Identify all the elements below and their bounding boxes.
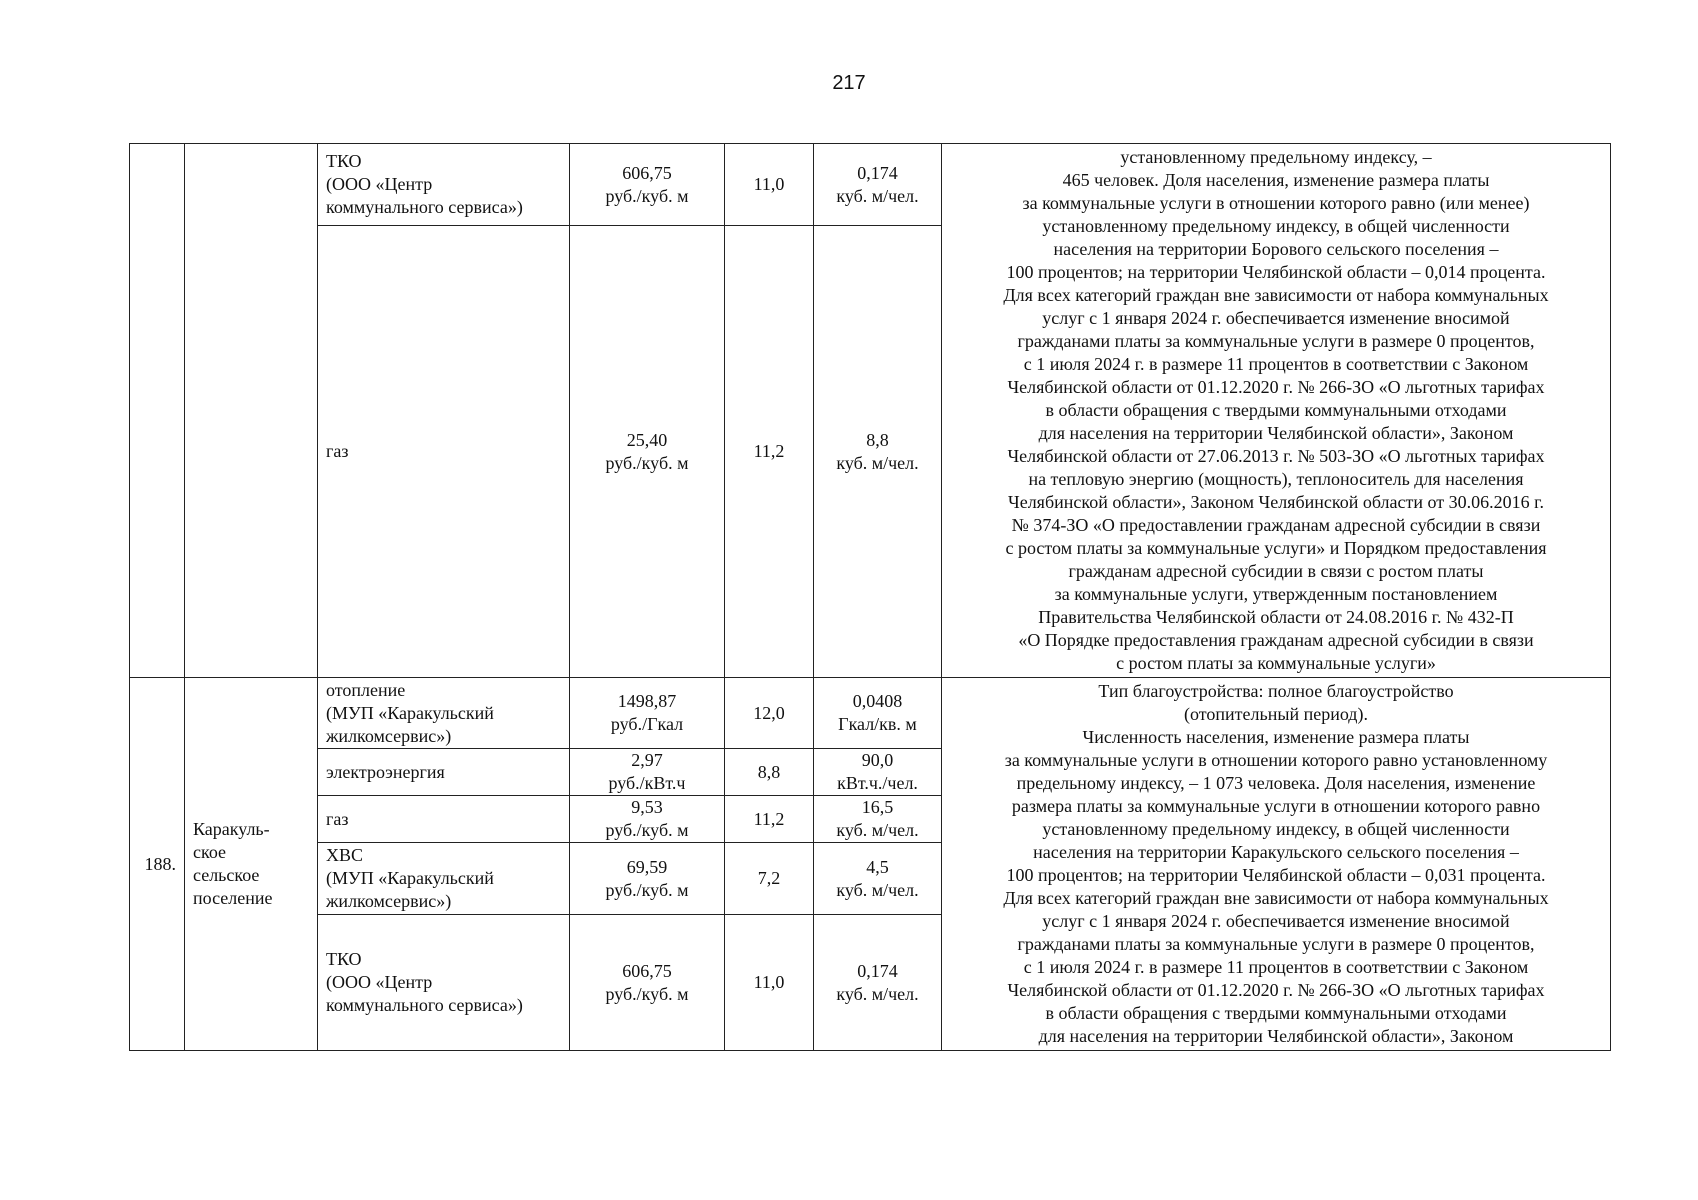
row-number: 188. bbox=[144, 853, 176, 874]
note-cell bbox=[942, 678, 1611, 1051]
norm-value: 4,5 куб. м/чел. bbox=[836, 856, 919, 900]
norm-cell bbox=[814, 226, 942, 678]
tariff-cell bbox=[570, 678, 725, 749]
norm-value: 0,174 куб. м/чел. bbox=[836, 162, 919, 206]
index-cell bbox=[725, 144, 814, 226]
service-name: газ bbox=[326, 808, 349, 829]
tariff-cell bbox=[570, 843, 725, 915]
service-cell bbox=[318, 226, 570, 678]
service-name: электроэнергия bbox=[326, 761, 445, 782]
settlement-name: Каракуль- ское сельское поселение bbox=[193, 819, 273, 908]
row-number-cell bbox=[130, 144, 185, 678]
tariff-value: 2,97 руб./кВт.ч bbox=[608, 750, 686, 793]
index-value: 11,2 bbox=[753, 808, 785, 829]
service-cell bbox=[318, 749, 570, 796]
service-name: газ bbox=[326, 441, 349, 461]
index-cell bbox=[725, 796, 814, 843]
service-cell bbox=[318, 843, 570, 915]
norm-cell bbox=[814, 144, 942, 226]
tariff-cell bbox=[570, 796, 725, 843]
index-value: 12,0 bbox=[753, 702, 785, 723]
index-value: 7,2 bbox=[757, 868, 781, 888]
service-name: отопление (МУП «Каракульский жилкомсервис») bbox=[326, 679, 494, 746]
note-cell bbox=[942, 144, 1611, 678]
settlement-cell bbox=[185, 678, 318, 1051]
settlement-cell bbox=[185, 144, 318, 678]
table-row bbox=[130, 144, 1611, 226]
tariff-value: 1498,87 руб./Гкал bbox=[610, 691, 684, 734]
table-row bbox=[130, 678, 1611, 749]
tariff-cell bbox=[570, 226, 725, 678]
service-name: ТКО (ООО «Центр коммунального сервиса») bbox=[326, 151, 523, 217]
norm-value: 0,0408 Гкал/кв. м bbox=[838, 691, 917, 734]
norm-cell bbox=[814, 796, 942, 843]
service-cell bbox=[318, 915, 570, 1051]
norm-cell bbox=[814, 749, 942, 796]
row-number-cell bbox=[130, 678, 185, 1051]
index-cell bbox=[725, 843, 814, 915]
service-name: ТКО (ООО «Центр коммунального сервиса») bbox=[326, 949, 523, 1015]
norm-cell bbox=[814, 843, 942, 915]
tariff-cell bbox=[570, 749, 725, 796]
tariff-table bbox=[129, 143, 1611, 1051]
norm-cell bbox=[814, 678, 942, 749]
service-cell bbox=[318, 144, 570, 226]
tariff-cell bbox=[570, 144, 725, 226]
tariff-value: 606,75 руб./куб. м bbox=[605, 960, 689, 1004]
index-value: 11,0 bbox=[753, 174, 785, 194]
index-cell bbox=[725, 226, 814, 678]
norm-value: 90,0 кВт.ч./чел. bbox=[837, 750, 918, 793]
tariff-value: 25,40 руб./куб. м bbox=[605, 429, 689, 473]
service-cell bbox=[318, 796, 570, 843]
norm-cell bbox=[814, 915, 942, 1051]
service-name: ХВС (МУП «Каракульский жилкомсервис») bbox=[326, 845, 494, 911]
index-value: 8,8 bbox=[757, 761, 781, 782]
index-value: 11,2 bbox=[753, 441, 785, 461]
tariff-value: 69,59 руб./куб. м bbox=[605, 856, 689, 900]
index-cell bbox=[725, 915, 814, 1051]
norm-value: 0,174 куб. м/чел. bbox=[836, 960, 919, 1004]
tariff-value: 9,53 руб./куб. м bbox=[605, 797, 689, 840]
note-text: установленному предельному индексу, – 465 человек. Доля населения, изменение размера платы за коммунальные услуги в отношении которого равно (или менее) установленному предельному индексу, в общей численности населения на территории Борового сельского поселения – 100 процентов; на территории Челябинской области – 0,014 процента. Для всех категорий граждан вне зависимости от набора коммунальных услуг с 1 января 2024 г. обеспечивается изменение вносимой гражданами платы за коммунальные услуги в размере 0 процентов, с 1 июля 2024 г. в размере 11 процентов в соответствии с Законом Челябинской области от 01.12.2020 г. № 266-ЗО «О льготных тарифах в области обращения с твердыми коммунальными отходами для населения на территории Челябинской области», Законом Челябинской области от 27.06.2013 г. № 503-ЗО «О льготных тарифах на тепловую энергию (мощность), теплоноситель для населения Челябинской области», Законом Челябинской области от 30.06.2016 г. № 374-ЗО «О предоставлении гражданам адресной субсидии в связи с ростом платы за коммунальные услуги» и Порядком предоставления гражданам адресной субсидии в связи с ростом платы за коммунальные услуги, утвержденным постановлением Правительства Челябинской области от 24.08.2016 г. № 432-П «О Порядке предоставления гражданам адресной субсидии в связи с ростом платы за коммунальные услуги» bbox=[1003, 147, 1549, 673]
page-number: 217 bbox=[832, 72, 866, 94]
service-cell bbox=[318, 678, 570, 749]
note-text: Тип благоустройства: полное благоустройство (отопительный период). Численность населения, изменение размера платы за коммунальные услуги в отношении которого равно установленному предельному индексу, – 1 073 человека. Доля населения, изменение размера платы за коммунальные услуги в отношении которого равно установленному предельному индексу, в общей численности населения на территории Каракульского сельского поселения – 100 процентов; на территории Челябинской области – 0,031 процента. Для всех категорий граждан вне зависимости от набора коммунальных услуг с 1 января 2024 г. обеспечивается изменение вносимой гражданами платы за коммунальные услуги в размере 0 процентов, с 1 июля 2024 г. в размере 11 процентов в соответствии с Законом Челябинской области от 01.12.2020 г. № 266-ЗО «О льготных тарифах в области обращения с твердыми коммунальными отходами для населения на территории Челябинской области», Законом bbox=[1003, 681, 1549, 1046]
tariff-cell bbox=[570, 915, 725, 1051]
norm-value: 8,8 куб. м/чел. bbox=[836, 429, 919, 473]
index-value: 11,0 bbox=[753, 972, 785, 992]
norm-value: 16,5 куб. м/чел. bbox=[836, 797, 919, 840]
tariff-value: 606,75 руб./куб. м bbox=[605, 162, 689, 206]
index-cell bbox=[725, 749, 814, 796]
index-cell bbox=[725, 678, 814, 749]
